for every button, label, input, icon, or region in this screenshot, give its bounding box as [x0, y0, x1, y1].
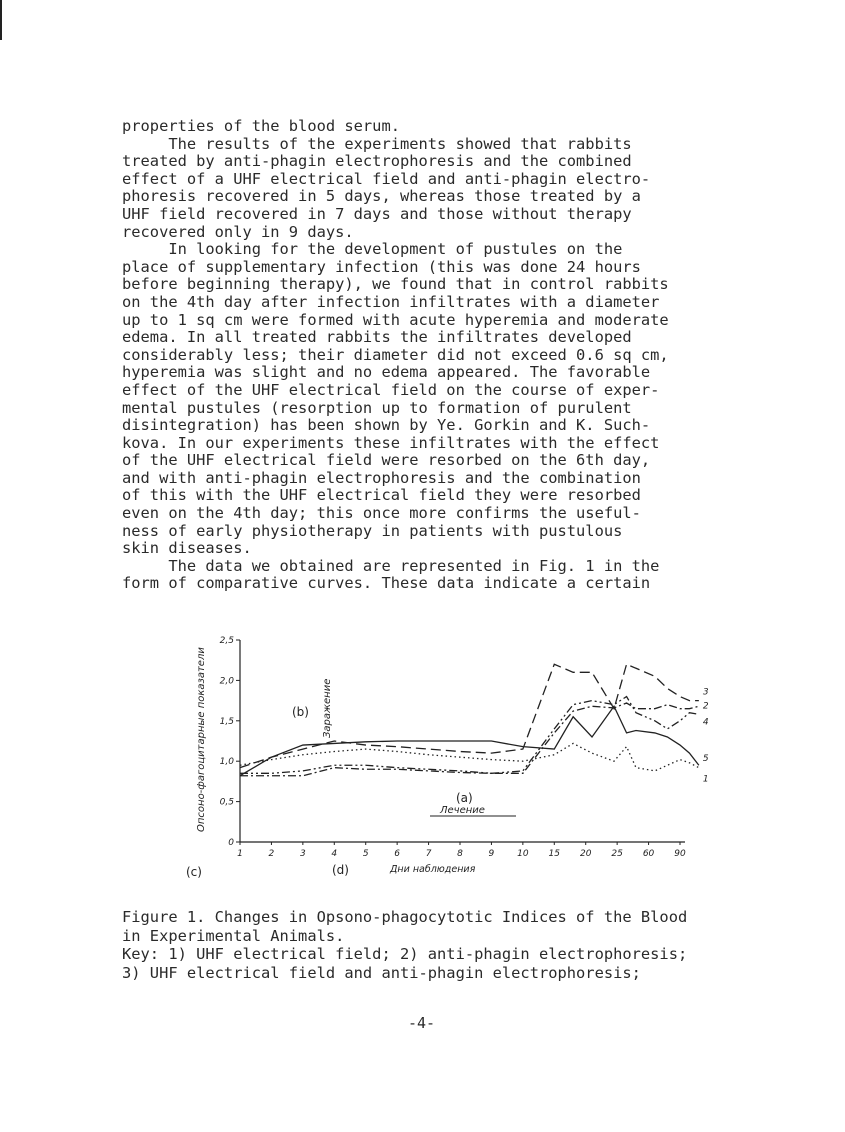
series-number-label: 2: [702, 701, 709, 712]
body-line: properties of the blood serum.: [122, 117, 400, 135]
annotation-b: (b): [292, 705, 309, 719]
body-line: effect of a UHF electrical field and anti-phagin electro-: [122, 169, 651, 188]
x-axis-label: Дни наблюдения: [390, 864, 476, 875]
caption-line: Figure 1. Changes in Opsono-phagocytotic Indices of the Blood: [122, 908, 688, 926]
body-line: and with anti-phagin electrophoresis and the combination: [122, 468, 641, 487]
x-tick-label: 3: [299, 849, 306, 859]
body-line: The data we obtained are represented in Fig. 1 in the: [168, 556, 660, 575]
x-tick-label: 10: [517, 849, 529, 859]
series-number-label: 5: [702, 754, 709, 765]
y-tick-label: 0: [228, 838, 234, 848]
series-number-label: 4: [702, 717, 709, 728]
body-line: place of supplementary infection (this was done 24 hours: [122, 257, 641, 276]
x-tick-label: 9: [488, 849, 495, 859]
caption-line: 3) UHF electrical field and anti-phagin electrophoresis;: [122, 963, 641, 982]
chart-series: [240, 664, 699, 776]
body-line: skin diseases.: [122, 539, 252, 558]
y-tick-label: 1,0: [219, 757, 234, 768]
annotation-c: (c): [186, 865, 202, 879]
y-tick-label: 1,5: [219, 716, 234, 727]
chart-labels: [186, 647, 709, 879]
body-line: recovered only in 9 days.: [122, 222, 354, 241]
series-line-1: [240, 743, 699, 770]
x-tick-label: 20: [579, 849, 592, 859]
body-line: of the UHF electrical field were resorbed on the 6th day,: [122, 451, 651, 470]
page-number: -4-: [408, 1014, 436, 1032]
x-tick-label: 90: [674, 849, 686, 859]
annotation-a: (a): [456, 791, 473, 805]
x-tick-label: 4: [331, 849, 338, 859]
x-tick-label: 7: [425, 849, 432, 859]
x-tick-label: 25: [611, 849, 623, 859]
body-line: ness of early physiotherapy in patients with pustulous: [122, 521, 623, 540]
body-line: UHF field recovered in 7 days and those without therapy: [122, 204, 632, 223]
scan-edge-mark: [0, 0, 2, 40]
caption-line: Key: 1) UHF electrical field; 2) anti-phagin electrophoresis;: [122, 945, 688, 964]
x-tick-label: 2: [268, 849, 275, 859]
body-line: considerably less; their diameter did not exceed 0.6 sq cm,: [122, 345, 669, 364]
series-number-label: 3: [702, 687, 709, 698]
opsono-phagocytic-chart: [180, 630, 709, 890]
body-line: mental pustules (resorption up to formation of purulent: [122, 398, 632, 417]
figure-caption: [122, 908, 762, 982]
body-line: hyperemia was slight and no edema appeared. The favorable: [122, 363, 651, 382]
x-tick-label: 60: [642, 849, 655, 859]
series-number-label: 1: [702, 774, 709, 785]
caption-line: in Experimental Animals.: [122, 926, 345, 945]
x-tick-label: 8: [457, 849, 463, 859]
body-line: even on the 4th day; this once more confirms the useful-: [122, 504, 641, 523]
body-line: edema. In all treated rabbits the infiltrates developed: [122, 328, 632, 347]
annotation-treatment: Лечение: [440, 805, 485, 816]
body-line: effect of the UHF electrical field on the course of exper-: [122, 380, 660, 399]
body-line: treated by anti-phagin electrophoresis and the combined: [122, 152, 632, 171]
body-line: up to 1 sq cm were formed with acute hyperemia and moderate: [122, 310, 669, 329]
body-line: form of comparative curves. These data indicate a certain: [122, 574, 651, 593]
body-line: The results of the experiments showed that rabbits: [168, 134, 632, 153]
body-line: In looking for the development of pustules on the: [168, 240, 623, 259]
body-line: before beginning therapy), we found that in control rabbits: [122, 275, 669, 294]
body-line: kova. In our experiments these infiltrates with the effect: [122, 433, 660, 452]
x-tick-label: 6: [394, 849, 401, 859]
y-tick-label: 2,0: [219, 676, 234, 687]
y-axis-label: Опсоно-фагоцитарные показатели: [196, 647, 207, 832]
annotation-d: (d): [332, 863, 349, 877]
body-line: of this with the UHF electrical field they were resorbed: [122, 486, 641, 505]
x-tick-label: 5: [362, 849, 369, 859]
body-text: [122, 118, 752, 593]
annotation-infection: Заражение: [322, 678, 333, 738]
y-tick-label: 2,5: [219, 636, 234, 646]
x-tick-label: 15: [548, 849, 561, 859]
chart-axes: [220, 636, 686, 859]
body-line: phoresis recovered in 5 days, whereas those treated by a: [122, 187, 641, 206]
body-line: disintegration) has been shown by Ye. Gorkin and K. Such-: [122, 416, 651, 435]
body-line: on the 4th day after infection infiltrates with a diameter: [122, 292, 660, 311]
x-tick-label: 1: [237, 849, 243, 859]
y-tick-label: 0,5: [219, 797, 234, 808]
